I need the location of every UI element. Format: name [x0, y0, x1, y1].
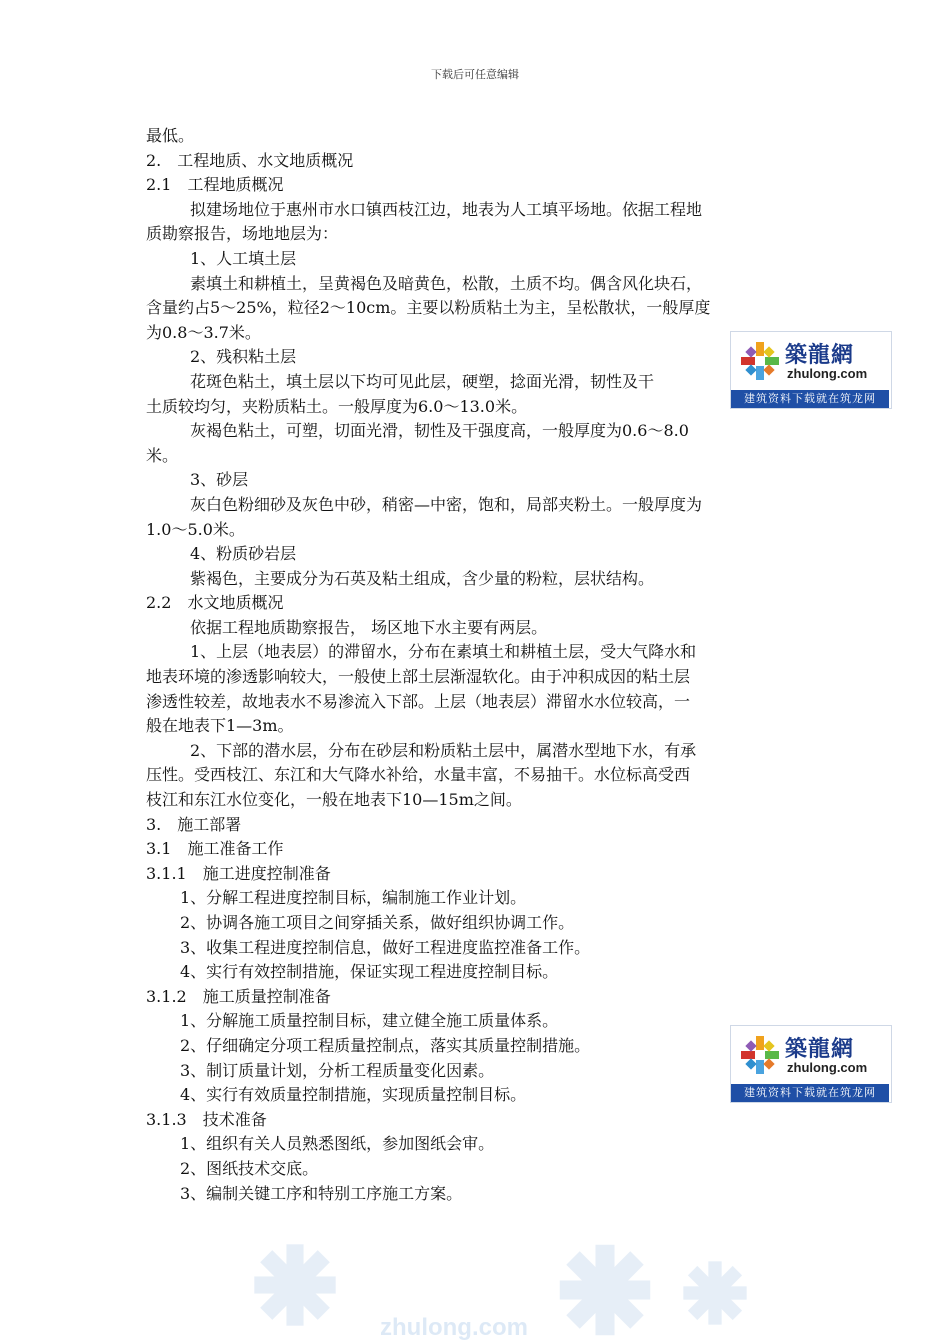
zhulong-logo — [730, 331, 892, 409]
text-line: 1、人工填土层 — [190, 248, 297, 268]
text-line: 2. 工程地质、水文地质概况 — [146, 150, 354, 170]
logo-domain: zhulong.com — [787, 366, 868, 381]
text-line: 最低。 — [146, 126, 195, 145]
document-body — [146, 124, 810, 1206]
text-line: 3、制订质量计划，分析工程质量变化因素。 — [180, 1060, 495, 1080]
text-line: 3.1.2 施工质量控制准备 — [146, 986, 331, 1006]
text-line: 3.1 施工准备工作 — [146, 839, 284, 859]
text-line: 3、砂层 — [190, 470, 249, 490]
text-line: 3.1.1 施工进度控制准备 — [146, 863, 331, 883]
snowflake-logo-icon — [739, 1034, 781, 1076]
text-line: 2、残积粘土层 — [190, 347, 297, 367]
text-line: 含量约占5～25%，粒径2～10cm。主要以粉质粘土为主，呈松散状，一般厚度 — [146, 298, 711, 318]
watermark-domain: zhulong.com — [380, 1314, 528, 1341]
text-line: 2、图纸技术交底。 — [180, 1158, 319, 1178]
logo-name: 築龍網 — [785, 343, 855, 368]
text-line: 般在地表下1—3m。 — [146, 716, 294, 736]
snowflake-logo-icon — [739, 340, 781, 382]
watermark-snowflake-icon — [250, 1240, 340, 1330]
text-line: 1.0～5.0米。 — [146, 519, 245, 539]
logo-slogan: 建筑资料下载就在筑龙网 — [731, 390, 889, 408]
text-line: 依据工程地质勘察报告， 场区地下水主要有两层。 — [190, 617, 548, 637]
text-line: 米。 — [146, 445, 179, 465]
text-line: 4、粉质砂岩层 — [190, 544, 297, 564]
text-line: 渗透性较差，故地表水不易渗流入下部。上层（地表层）滞留水水位较高，一 — [146, 691, 691, 711]
text-line: 1、分解工程进度控制目标，编制施工作业计划。 — [180, 888, 527, 908]
text-line: 1、组织有关人员熟悉图纸，参加图纸会审。 — [180, 1134, 495, 1154]
text-line: 地表环境的渗透影响较大，一般使上部土层渐湿软化。由于冲积成因的粘土层 — [146, 667, 691, 687]
text-line: 3、编制关键工序和特别工序施工方案。 — [180, 1183, 463, 1203]
text-line: 灰褐色粘土，可塑，切面光滑，韧性及干强度高，一般厚度为0.6～8.0 — [190, 421, 689, 441]
text-line: 3. 施工部署 — [146, 814, 242, 834]
text-line: 枝江和东江水位变化，一般在地表下10—15m之间。 — [146, 790, 522, 810]
text-line: 拟建场地位于惠州市水口镇西枝江边，地表为人工填平场地。依据工程地 — [190, 199, 703, 219]
text-line: 花斑色粘土，填土层以下均可见此层，硬塑，捻面光滑，韧性及干 — [190, 371, 655, 391]
zhulong-logo — [730, 1025, 892, 1103]
text-line: 4、实行有效控制措施，保证实现工程进度控制目标。 — [180, 962, 559, 982]
logo-slogan: 建筑资料下载就在筑龙网 — [731, 1084, 889, 1102]
text-line: 3.1.3 技术准备 — [146, 1109, 267, 1129]
text-line: 2.1 工程地质概况 — [146, 175, 284, 195]
page-header: 下载后可任意编辑 — [431, 68, 519, 81]
text-line: 土质较均匀，夹粉质粘土。一般厚度为6.0～13.0米。 — [146, 396, 528, 416]
logo-domain: zhulong.com — [787, 1060, 868, 1075]
text-line: 质勘察报告，场地地层为： — [146, 224, 339, 244]
text-line: 2、下部的潜水层，分布在砂层和粉质粘土层中，属潜水型地下水，有承 — [190, 740, 697, 760]
logo-name: 築龍網 — [785, 1037, 855, 1062]
text-line: 紫褐色，主要成分为石英及粘土组成，含少量的粉粒，层状结构。 — [190, 568, 655, 588]
text-line: 灰白色粉细砂及灰色中砂，稍密—中密，饱和，局部夹粉土。一般厚度为 — [190, 494, 703, 514]
text-line: 2.2 水文地质概况 — [146, 593, 284, 613]
text-line: 1、分解施工质量控制目标，建立健全施工质量体系。 — [180, 1011, 559, 1031]
text-line: 为0.8～3.7米。 — [146, 322, 261, 342]
text-line: 3、收集工程进度控制信息，做好工程进度监控准备工作。 — [180, 937, 591, 957]
text-line: 4、实行有效质量控制措施，实现质量控制目标。 — [180, 1085, 527, 1105]
watermark-snowflake-icon — [680, 1258, 750, 1328]
text-line: 2、协调各施工项目之间穿插关系，做好组织协调工作。 — [180, 913, 575, 932]
text-line: 2、仔细确定分项工程质量控制点，落实其质量控制措施。 — [180, 1035, 591, 1055]
text-line: 压性。受西枝江、东江和大气降水补给，水量丰富，不易抽干。水位标高受西 — [146, 765, 691, 785]
text-line: 1、上层（地表层）的滞留水，分布在素填土和耕植土层，受大气降水和 — [190, 642, 697, 662]
text-line: 素填土和耕植土，呈黄褐色及暗黄色，松散，土质不均。偶含风化块石， — [190, 273, 703, 293]
watermark-snowflake-icon — [555, 1240, 655, 1340]
